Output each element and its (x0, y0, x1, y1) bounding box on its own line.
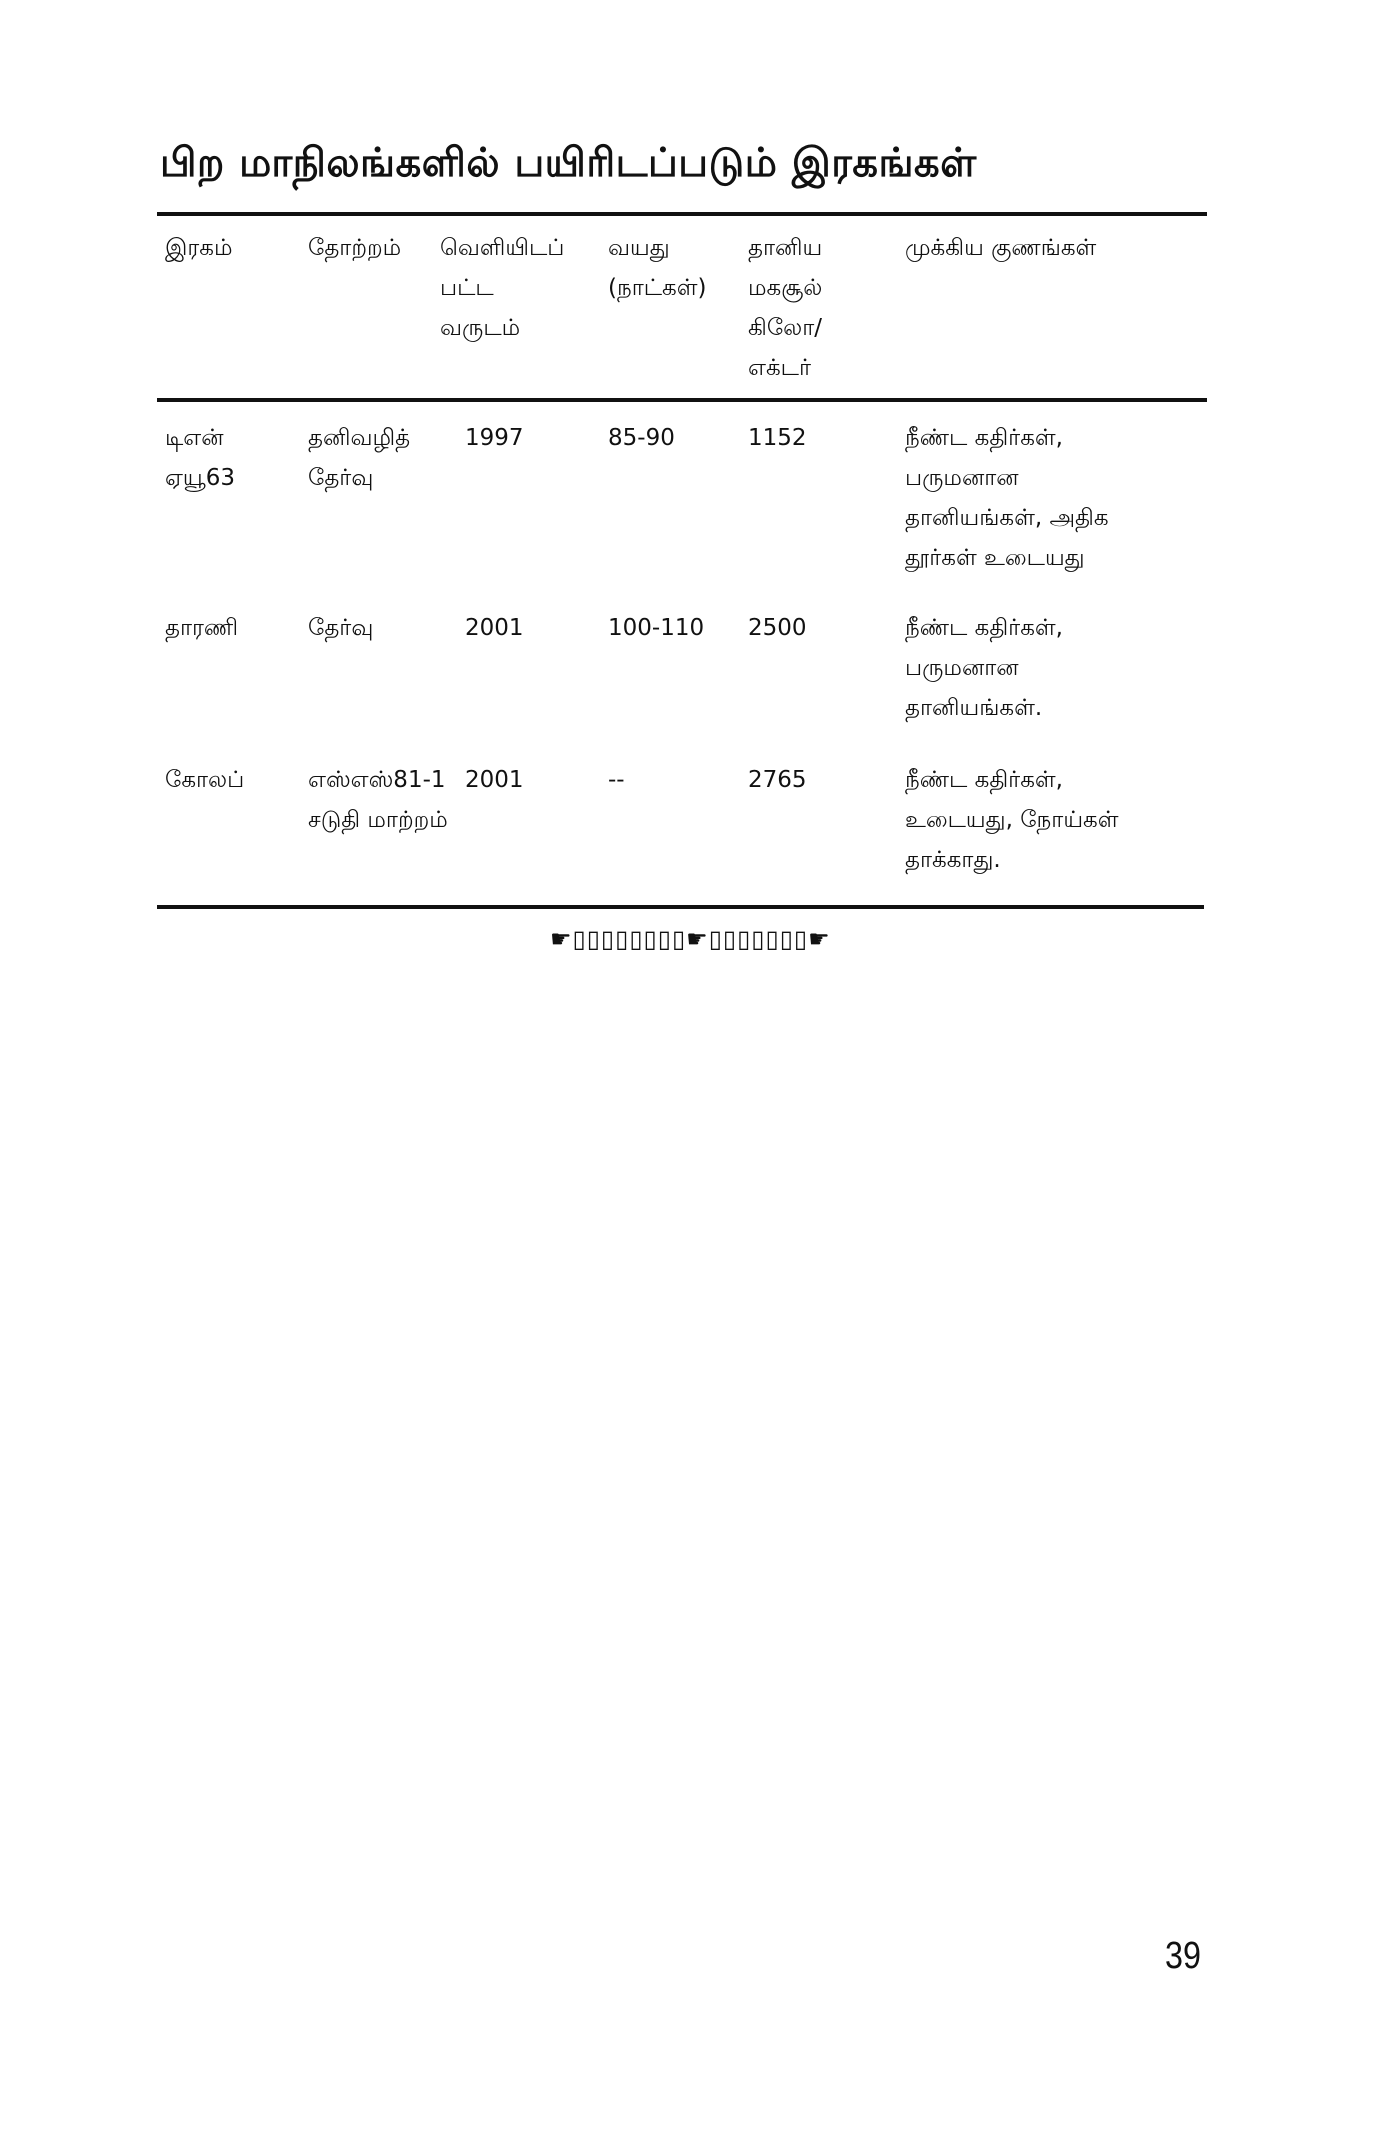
table-bottom-rule (157, 905, 1204, 909)
row-1-year: 1997 (465, 425, 524, 451)
header-yield: தானிய மகசூல் கிலோ/ எக்டர் (748, 235, 823, 381)
row-2-yield: 2500 (748, 615, 807, 641)
row-2-year: 2001 (465, 615, 524, 641)
row-3-origin: எஸ்எஸ்81-1 சடுதி மாற்றம் (308, 767, 448, 833)
row-2-origin: தேர்வு (308, 615, 374, 641)
row-1-features: நீண்ட கதிர்கள், பருமனான தானியங்கள், அதிக தூர்கள் உடையது (905, 425, 1109, 571)
row-2-features: நீண்ட கதிர்கள், பருமனான தானியங்கள். (905, 615, 1063, 721)
page-title: பிற மாநிலங்களில் பயிரிடப்படும் இரகங்கள் (160, 140, 977, 186)
header-features: முக்கிய குணங்கள் (905, 235, 1097, 261)
page-number: 39 (1165, 1935, 1201, 1977)
header-variety: இரகம் (165, 235, 233, 261)
row-2-duration: 100-110 (608, 615, 705, 641)
section-end-ornament: ☛▯▯▯▯▯▯▯▯☛▯▯▯▯▯▯▯☛ (550, 925, 831, 953)
header-origin: தோற்றம் (308, 235, 402, 261)
row-3-year: 2001 (465, 767, 524, 793)
row-1-yield: 1152 (748, 425, 807, 451)
row-3-yield: 2765 (748, 767, 807, 793)
row-1-origin: தனிவழித் தேர்வு (308, 425, 411, 491)
header-release-year: வெளியிடப் பட்ட வருடம் (440, 235, 565, 341)
table-header-rule (157, 398, 1207, 402)
table-top-rule (157, 212, 1207, 216)
header-duration: வயது (நாட்கள்) (608, 235, 707, 301)
row-1-duration: 85-90 (608, 425, 675, 451)
row-3-variety: கோலப் (165, 767, 245, 793)
row-2-variety: தாரணி (165, 615, 239, 641)
row-1-variety: டிஎன் ஏயூ63 (165, 425, 235, 491)
row-3-features: நீண்ட கதிர்கள், உடையது, நோய்கள் தாக்காது. (905, 767, 1119, 873)
row-3-duration: -- (608, 767, 625, 793)
